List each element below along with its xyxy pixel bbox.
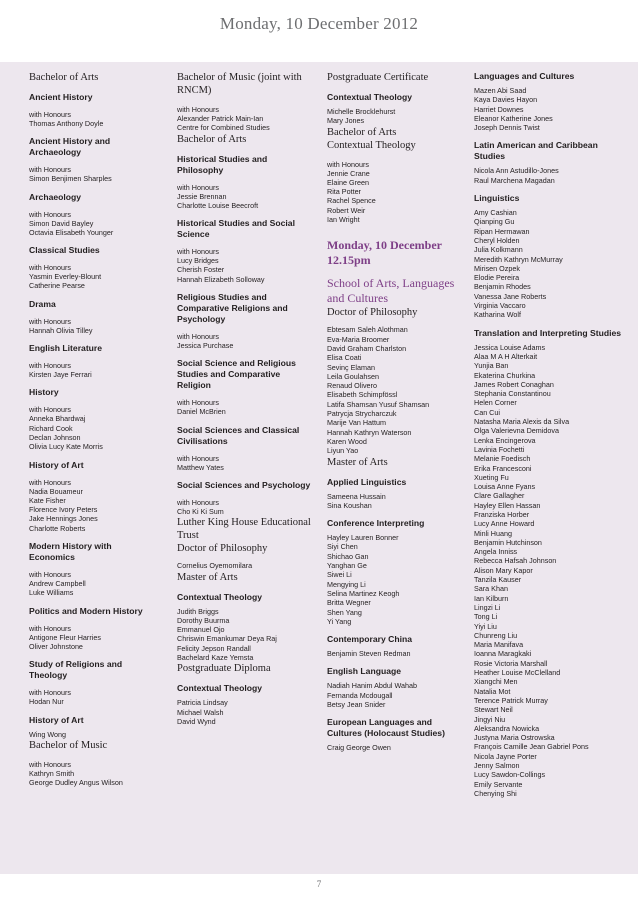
subject-heading: English Language — [327, 666, 402, 677]
graduate-name: Emily Servante — [474, 779, 523, 789]
graduate-name: Antigone Fleur Harries — [29, 632, 101, 642]
graduate-name: Elisa Coati — [327, 353, 362, 363]
graduate-name: Hannah Kathryn Waterson — [327, 427, 412, 437]
graduate-name: Ioanna Maragkaki — [474, 649, 532, 659]
graduate-name: Chenying Shi — [474, 788, 517, 798]
degree-heading: Postgraduate Diploma — [177, 663, 271, 675]
graduate-name: Mazen Abi Saad — [474, 86, 527, 95]
subject-heading: European Languages and Cultures (Holocaust Studies) — [327, 717, 445, 739]
graduate-name: Sara Khan — [474, 584, 508, 594]
graduate-name: Renaud Olivero — [327, 381, 377, 391]
graduate-name: Franziska Horber — [474, 509, 530, 519]
graduate-name: Catherine Pearse — [29, 281, 85, 291]
graduate-name: David Wynd — [177, 716, 216, 726]
graduate-name: Louisa Anne Fyans — [474, 482, 536, 492]
degree-heading: Contextual Theology — [327, 139, 416, 151]
graduate-name: Liyun Yao — [327, 446, 359, 456]
graduate-name: Yi Yang — [327, 616, 352, 626]
subject-heading: Modern History with Economics — [29, 541, 112, 563]
graduate-name: Clare Gallagher — [474, 491, 525, 501]
graduate-name: Benjamin Rhodes — [474, 282, 531, 292]
subject-heading: Conference Interpreting — [327, 518, 425, 529]
graduate-name: Benjamin Hutchinson — [474, 537, 542, 547]
subject-heading: History of Art — [29, 459, 84, 470]
graduate-name: Tanzila Kauser — [474, 575, 522, 585]
graduate-name: Hodan Nur — [29, 697, 64, 707]
honours-label: with Honours — [29, 110, 71, 119]
graduate-name: Latifa Shamsan Yusuf Shamsan — [327, 399, 430, 409]
session-title: Monday, 10 December 12.15pm — [327, 238, 442, 268]
graduate-name: Declan Johnson — [29, 432, 81, 442]
graduate-name: Elaine Green — [327, 177, 369, 187]
graduate-name: Sameena Hussain — [327, 491, 386, 501]
graduate-name: Kate Fisher — [29, 495, 66, 505]
graduate-name: Kathryn Smith — [29, 768, 75, 778]
degree-heading: Bachelor of Arts — [327, 126, 397, 138]
graduate-name: Eva-Maria Broomer — [327, 334, 390, 344]
degree-heading: Bachelor of Arts — [177, 133, 247, 145]
graduate-name: Alexander Patrick Main-Ian — [177, 114, 264, 123]
graduate-name: Jenny Salmon — [474, 761, 520, 770]
graduate-name: Daniel McBrien — [177, 407, 226, 417]
graduate-name: Justyna Maria Ostrowska — [474, 733, 555, 743]
graduate-name: Hannah Elizabeth Solloway — [177, 274, 265, 284]
subject-heading: Religious Studies and Comparative Religions and Psychology — [177, 292, 288, 325]
graduate-name: Siwei Li — [327, 570, 352, 580]
graduate-name: Leila Goulahsen — [327, 371, 379, 381]
graduate-name: Lucy Sawdon-Collings — [474, 770, 546, 780]
graduate-name: Sina Koushan — [327, 500, 372, 510]
subject-heading: Contemporary China — [327, 634, 412, 645]
graduate-name: David Graham Charlston — [327, 343, 407, 353]
graduate-name: Ripan Hermawan — [474, 226, 530, 236]
graduate-name: Andrew Campbell — [29, 579, 86, 589]
subject-heading: Contextual Theology — [327, 92, 412, 102]
graduate-name: Can Cui — [474, 407, 500, 417]
graduate-name: Mary Jones — [327, 116, 365, 126]
subject-heading: Contextual Theology — [177, 591, 262, 602]
subject-heading: Ancient History — [29, 92, 93, 102]
graduate-name: Lingzi Li — [474, 602, 501, 612]
graduate-name: Yanghan Ge — [327, 561, 367, 571]
graduate-name: Nadia Bouameur — [29, 486, 83, 496]
graduate-name: Bachelard Kaze Yemsta — [177, 653, 254, 663]
graduate-name: Hayley Ellen Hassan — [474, 500, 541, 510]
graduate-name: Thomas Anthony Doyle — [29, 119, 104, 128]
graduate-name: Shen Yang — [327, 607, 362, 617]
graduate-name: Yasmin Everley-Blount — [29, 272, 102, 282]
honours-label: with Honours — [29, 263, 71, 273]
graduate-name: Hayley Lauren Bonner — [327, 533, 399, 543]
honours-label: with Honours — [29, 209, 71, 219]
page-title: Monday, 10 December 2012 — [219, 14, 419, 33]
degree-heading: Master of Arts — [327, 456, 388, 468]
graduate-name: Luke Williams — [29, 588, 74, 598]
graduate-name: Helen Corner — [474, 398, 517, 408]
graduate-name: Rachel Spence — [327, 196, 376, 206]
graduate-name: Cheryl Holden — [474, 235, 520, 245]
degree-heading: Bachelor of Music — [29, 739, 108, 751]
graduate-name: Jake Hennings Jones — [29, 514, 98, 524]
graduate-name: Elisabeth Schimpföss​l — [327, 390, 398, 400]
graduate-name: Harriet Downes — [474, 104, 524, 114]
graduate-name: Octavia Elisabeth Younger — [29, 227, 114, 237]
honours-label: with Honours — [177, 182, 219, 192]
graduate-name: Nicola Jayne Porter — [474, 751, 537, 761]
graduate-name: Siyi Chen — [327, 542, 358, 552]
graduate-name: Aleksandra Nowicka — [474, 723, 540, 733]
subject-heading: English Literature — [29, 343, 103, 354]
graduate-name: Dorothy Buurma — [177, 615, 230, 625]
honours-label: with Honours — [177, 497, 219, 507]
graduate-name: Michelle Brocklehurst — [327, 107, 396, 116]
graduate-name: Cho Ki Ki Sum — [177, 506, 224, 516]
graduate-name: Richard Cook — [29, 423, 73, 433]
graduate-name: Michael Walsh — [177, 707, 224, 717]
subject-heading: Classical Studies — [29, 245, 100, 256]
honours-label: with Honours — [177, 105, 219, 114]
graduate-name: Anneka Bhardwaj — [29, 414, 86, 424]
graduate-name: Jessica Louise Adams — [474, 342, 546, 352]
graduate-name: Meredith Kathryn McMurray — [474, 254, 563, 264]
graduate-name: Mirisen Ozpek — [474, 263, 520, 273]
graduate-name: Cornelius Oyemomilara — [177, 561, 253, 571]
graduate-name: Cherish Foster — [177, 265, 225, 275]
subject-heading: Languages and Cultures — [474, 71, 575, 81]
graduate-name: Terence Patrick Murray — [474, 695, 548, 705]
graduate-name: Natasha Maria Alexis da Silva — [474, 417, 570, 427]
graduate-name: Jessie Brennan — [177, 191, 227, 201]
honours-label: with Honours — [29, 361, 71, 371]
graduate-name: Simon David Bayley — [29, 218, 94, 228]
graduate-name: Eleanor Katherine Jones — [474, 113, 553, 123]
graduate-name: Qianping Gu — [474, 217, 515, 227]
subject-heading: Applied Linguistics — [327, 476, 407, 487]
subject-heading: Social Sciences and Classical Civilisations — [177, 424, 300, 446]
honours-label: with Honours — [327, 159, 369, 169]
graduate-name: Ian Wright — [327, 215, 360, 225]
graduate-name: Rosie Victoria Marshall — [474, 658, 548, 668]
graduate-name: Chriswin Emankumar Deya Raj — [177, 634, 277, 644]
graduate-name: Patricia Lindsay — [177, 698, 228, 708]
degree-heading: Doctor of Philosophy — [177, 543, 268, 555]
honours-label: with Honours — [177, 398, 219, 408]
honours-label: with Honours — [29, 623, 71, 633]
graduate-name: Vanessa Jane Roberts — [474, 291, 547, 301]
honours-label: with Honours — [177, 332, 219, 342]
column-2 — [177, 62, 312, 726]
graduate-name: Britta Wegner — [327, 598, 371, 608]
honours-label: with Honours — [177, 453, 219, 463]
honours-label: with Honours — [29, 759, 71, 769]
graduate-name: Jessica Purchase — [177, 341, 234, 351]
graduate-name: Amy Cashian — [474, 208, 517, 218]
graduate-name: Patrycja Strycharczuk — [327, 409, 397, 419]
graduate-name: Felicity Jepson Randall — [177, 643, 251, 653]
honours-label: with Honours — [29, 688, 71, 698]
graduate-name: Stephania Constantinou — [474, 389, 551, 399]
graduate-name: Kaya Davies Hayon — [474, 95, 538, 105]
graduate-name: Craig George Owen — [327, 743, 391, 753]
graduate-name: Benjamin Steven Redman — [327, 649, 411, 659]
graduate-name: Lucy Bridges — [177, 256, 219, 266]
subject-heading: Archaeology — [29, 191, 82, 202]
graduate-name: Angela Inniss — [474, 547, 518, 557]
degree-heading: Master of Arts — [177, 571, 238, 583]
subject-heading: Historical Studies and Social Science — [177, 218, 295, 240]
degree-heading: Luther King House Educational Trust — [177, 517, 311, 542]
graduate-name: Joseph Dennis Twist — [474, 123, 540, 133]
graduate-name: Yunjia Ban — [474, 361, 509, 371]
graduate-name: Shichao Gan — [327, 551, 369, 561]
graduate-name: Judith Briggs — [177, 606, 219, 616]
graduate-name: Jingyi Niu — [474, 714, 506, 724]
degree-heading: Postgraduate Certificate — [327, 72, 429, 83]
graduate-name: Emmanuel Ojo — [177, 625, 225, 635]
graduate-name: Fernanda Mcdougall — [327, 690, 393, 700]
graduate-name: Yiyi Liu — [474, 621, 497, 631]
subject-heading: Linguistics — [474, 193, 520, 204]
graduate-name: Alaa M A H Alterkait — [474, 351, 538, 361]
graduate-name: Ebtesam Saleh Alothman — [327, 325, 408, 335]
graduate-name: Alison Mary Kapor — [474, 565, 533, 575]
graduate-name: Lenka Encingerova — [474, 435, 536, 445]
graduate-name: Stewart Neil — [474, 705, 513, 715]
subject-heading: History of Art — [29, 714, 84, 725]
graduate-name: Tong Li — [474, 612, 498, 622]
graduate-name: Lavinia Fochetti — [474, 444, 525, 454]
graduate-name: Katharina Wolf — [474, 310, 522, 320]
graduate-name: Olivia Lucy Kate Morris — [29, 442, 103, 452]
page-header — [0, 0, 638, 62]
honours-label: with Honours — [29, 405, 71, 415]
graduate-name: Karen Wood — [327, 436, 367, 446]
subject-heading: Ancient History and Archaeology — [29, 136, 111, 158]
graduate-name: Xiangchi Men — [474, 677, 518, 687]
graduate-name: Lucy Anne Howard — [474, 519, 535, 529]
subject-heading: Politics and Modern History — [29, 605, 143, 616]
graduate-name: Wing Wong — [29, 729, 67, 739]
graduate-name: Charlotte Louise Beecroft — [177, 200, 259, 210]
subject-heading: Translation and Interpreting Studies — [474, 327, 622, 338]
subject-heading: Historical Studies and Philosophy — [177, 153, 268, 175]
graduate-name: Oliver Johnstone — [29, 641, 83, 651]
subject-heading: History — [29, 387, 59, 398]
graduate-name: Nicola Ann Astudillo-Jones — [474, 166, 559, 176]
graduate-name: Nadiah Hanim Abdul Wahab — [327, 681, 418, 691]
graduate-name: Melanie Foedisch — [474, 454, 531, 464]
graduate-name: James Robert Conaghan — [474, 379, 554, 389]
degree-heading: Bachelor of Arts — [29, 72, 99, 83]
graduate-name: Simon Benjimen Sharples — [29, 174, 112, 184]
subject-heading: Contextual Theology — [177, 683, 262, 694]
graduate-name: Heather Louise McClelland — [474, 668, 561, 678]
subject-heading: Study of Religions and Theology — [29, 659, 123, 681]
degree-heading: Doctor of Philosophy — [327, 307, 418, 319]
graduate-name: Jennie Crane — [327, 168, 370, 178]
honours-label: with Honours — [29, 477, 71, 487]
graduate-name: Centre for Combined Studies — [177, 123, 270, 133]
honours-label: with Honours — [29, 570, 71, 580]
graduate-name: Kirsten Jaye Ferrari — [29, 370, 92, 380]
graduate-name: Natalia Mot — [474, 686, 511, 696]
graduate-name: Virginia Vaccaro — [474, 301, 526, 311]
honours-label: with Honours — [29, 316, 71, 326]
graduate-name: Charlotte Roberts — [29, 523, 86, 533]
graduate-name: George Dudley Angus Wilson — [29, 778, 123, 788]
graduate-name: Robert Weir — [327, 205, 366, 215]
graduate-name: Chunreng Liu — [474, 630, 518, 640]
column-3 — [327, 62, 459, 753]
graduate-name: Mengying Li — [327, 579, 366, 589]
graduate-name: Elodie Pereira — [474, 273, 520, 283]
column-1 — [29, 62, 159, 787]
graduate-name: Sevinç Elaman — [327, 362, 375, 372]
honours-label: with Honours — [29, 165, 71, 175]
graduate-name: Rebecca Hafsah Johnson — [474, 556, 557, 566]
graduate-name: Florence Ivory Peters — [29, 505, 98, 515]
honours-label: with Honours — [177, 247, 219, 257]
graduate-name: Hannah Olivia Tilley — [29, 325, 93, 335]
degree-heading: Bachelor of Music (joint with RNCM) — [177, 72, 302, 96]
graduate-name: Julia Kolkmann — [474, 245, 523, 255]
school-title: School of Arts, Languages and Cultures — [327, 276, 455, 306]
graduate-name: François Camille Jean Gabriel Pons — [474, 742, 589, 752]
page-number: 7 — [316, 879, 322, 889]
subject-heading: Social Sciences and Psychology — [177, 479, 311, 490]
graduate-name: Rita Potter — [327, 187, 361, 197]
graduate-name: Minli Huang — [474, 528, 512, 538]
graduate-name: Betsy Jean Snider — [327, 699, 386, 709]
graduate-name: Maria Manifava — [474, 640, 524, 650]
subject-heading: Drama — [29, 298, 56, 309]
subject-heading: Latin American and Caribbean Studies — [474, 140, 598, 162]
graduate-name: Xueting Fu — [474, 472, 509, 482]
graduate-name: Ian Kilburn — [474, 593, 509, 603]
graduate-name: Selina Martinez Keogh — [327, 588, 400, 598]
graduate-name: Matthew Yates — [177, 462, 224, 472]
graduate-name: Raul Marchena Magadan — [474, 175, 555, 185]
graduate-name: Ekaterina Churkina — [474, 370, 536, 380]
graduate-name: Olga Valerievna Demidova — [474, 426, 559, 436]
graduate-name: Erika Francesconi — [474, 463, 532, 473]
graduate-name: Marije Van Hattum — [327, 418, 386, 428]
subject-heading: Social Science and Religious Studies and Comparative Religion — [177, 358, 296, 391]
column-4 — [474, 62, 626, 798]
